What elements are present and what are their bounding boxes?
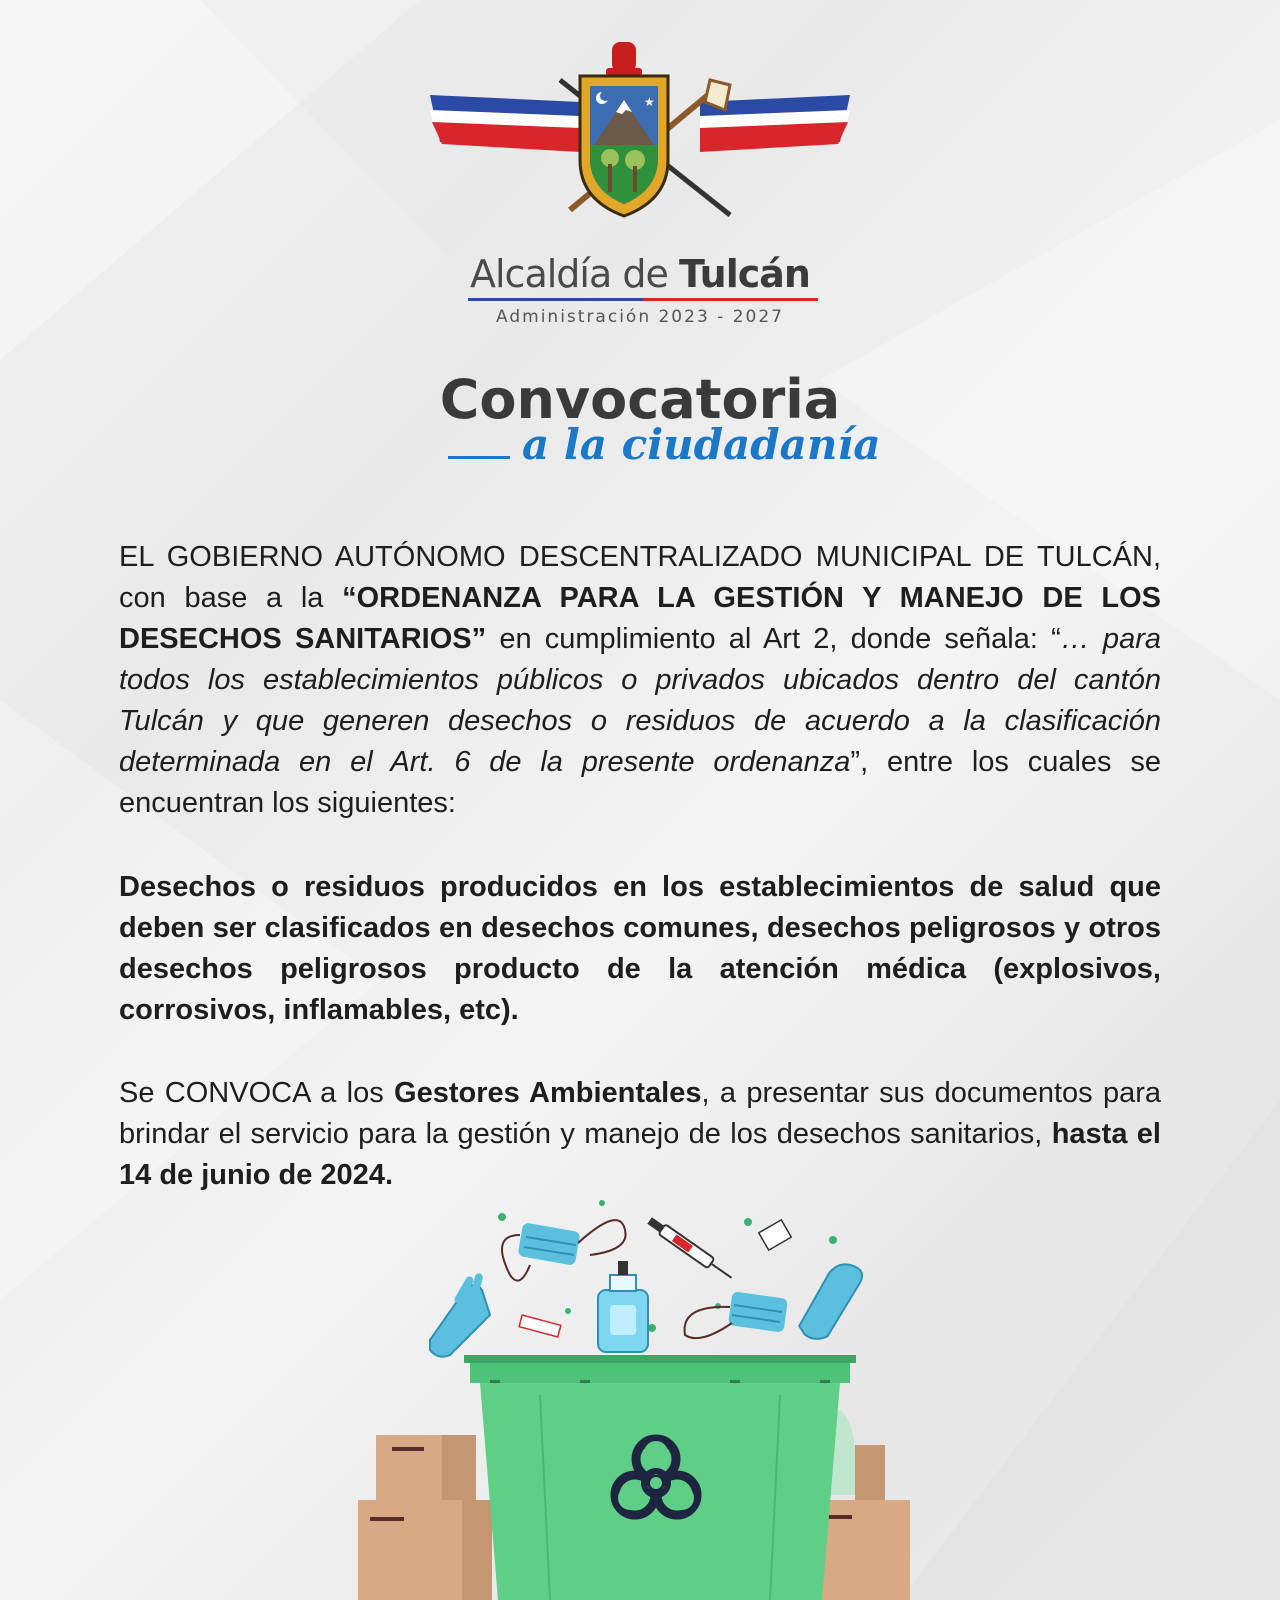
intro-text-3: en cumplimiento al Art 2, donde señala: “	[486, 623, 1061, 655]
deadline: hasta el 14 de junio de 2024.	[119, 1118, 1161, 1191]
call-text-3: , a presentar sus documentos para brindar el servicio para la gestión y manejo de los desechos sanitarios,	[119, 1077, 1162, 1150]
administration-period: Administración 2023 - 2027	[496, 307, 784, 327]
org-name	[0, 252, 1280, 296]
biohazard-bin-icon	[340, 1195, 940, 1600]
syringe-icon	[646, 1216, 735, 1283]
header-logo	[0, 40, 1280, 327]
call-text-1: Se CONVOCA a los	[119, 1077, 395, 1109]
intro-text-1: EL GOBIERNO AUTÓNOMO DESCENTRALIZADO MUNICIPAL DE TULCÁN, con base a la	[119, 541, 1161, 614]
article-quote: … para todos los establecimientos públicos o privados ubicados dentro del cantón Tulcán y que generen desechos o residuos de acuerdo a la clasificación determinada en el Art. 6 de la presente ordenanza	[119, 623, 1161, 778]
ordinance-title: “ORDENANZA PARA LA GESTIÓN Y MANEJO DE LOS DESECHOS SANITARIOS”	[119, 582, 1161, 655]
subtitle-dash	[448, 456, 510, 459]
org-name-strong: Tulcán	[678, 252, 810, 296]
intro-paragraph	[119, 537, 1161, 824]
org-name-prefix: Alcaldía de	[470, 252, 668, 296]
page-title: Convocatoria	[439, 368, 841, 431]
mask-icon	[502, 1220, 626, 1281]
waste-definition-paragraph: Desechos o residuos producidos en los establecimientos de salud que deben ser clasificados en desechos comunes, desechos peligrosos y otros desechos peligrosos producto de la atención médica (explosivos, corrosivos, inflamables, etc).	[119, 871, 1161, 1026]
svg-text:★: ★	[644, 95, 655, 109]
glove-left-icon	[430, 1272, 490, 1356]
org-divider	[468, 298, 818, 301]
spray-bottle-icon	[598, 1261, 648, 1352]
page-subtitle: a la ciudadanía	[522, 420, 881, 469]
intro-text-5: ”, entre los cuales se encuentran los siguientes:	[119, 746, 1161, 819]
coat-of-arms-icon	[430, 40, 850, 240]
call-paragraph	[119, 1073, 1161, 1196]
environmental-managers: Gestores Ambientales	[394, 1077, 702, 1109]
glove-right-icon	[797, 1256, 865, 1348]
mask-icon-2	[685, 1291, 789, 1338]
